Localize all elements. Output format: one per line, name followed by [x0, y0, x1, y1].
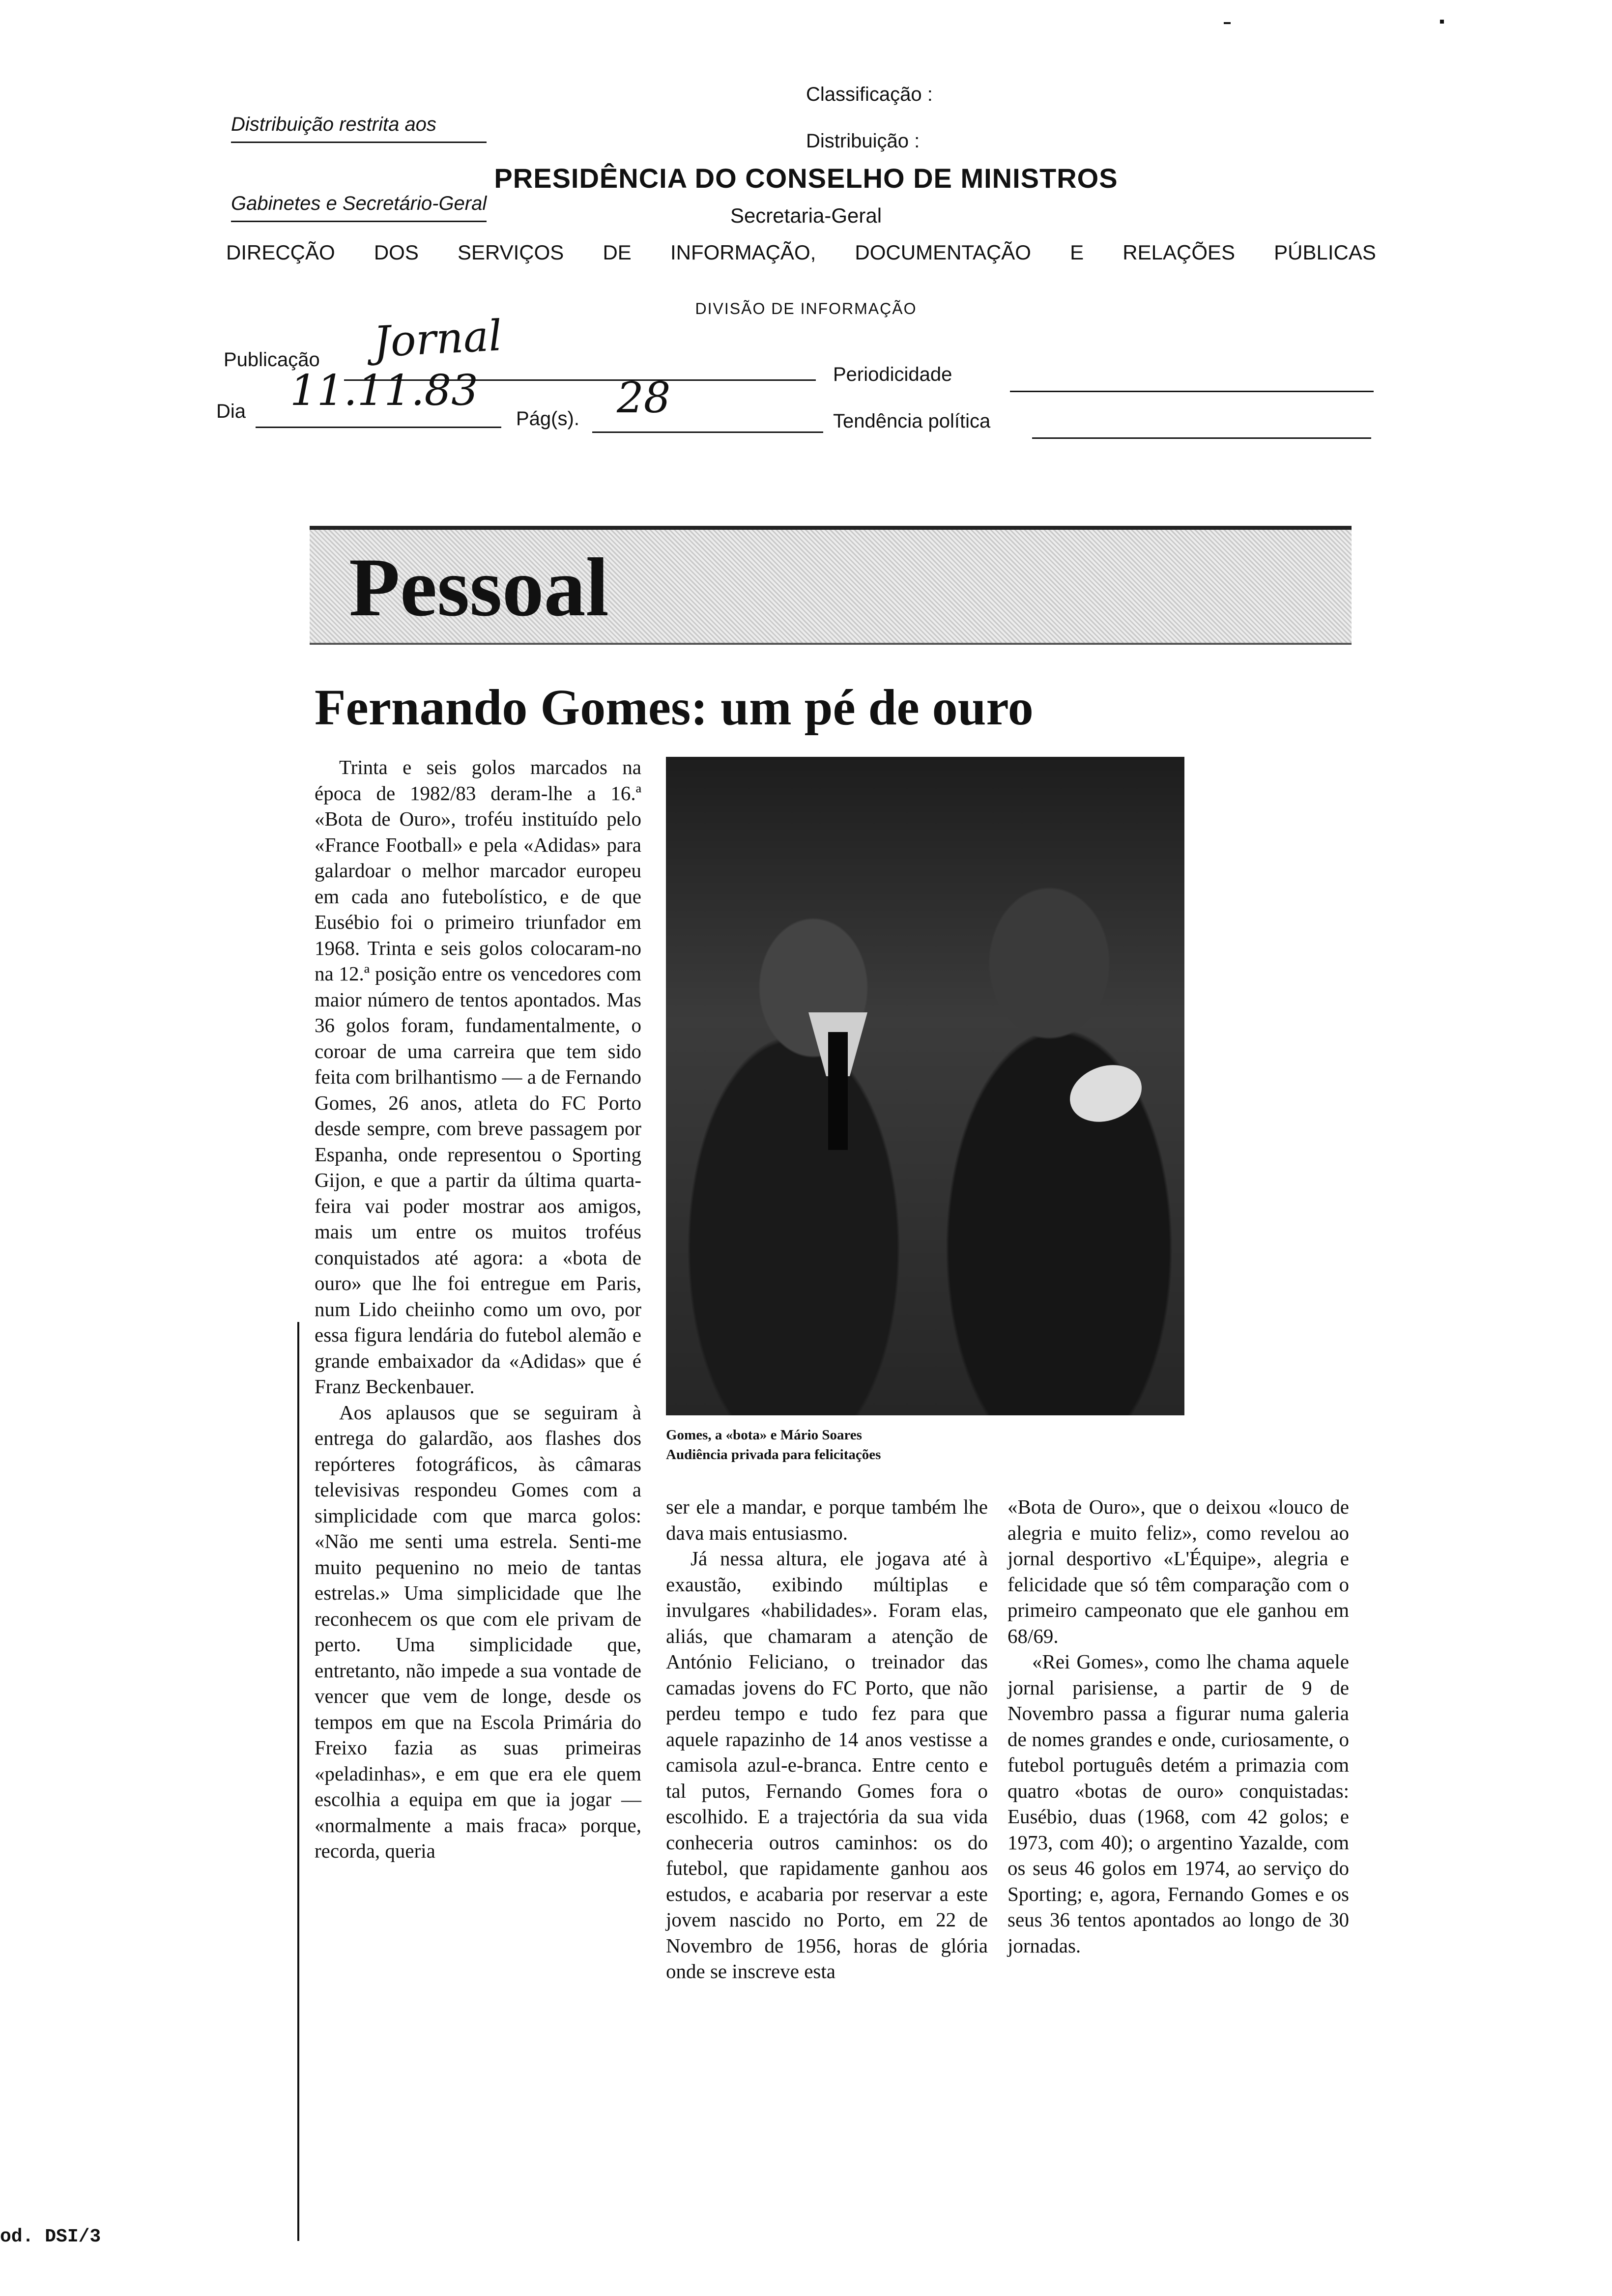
- publicacao-label: Publicação: [224, 349, 320, 371]
- article-photo: [666, 757, 1184, 1415]
- photo-tie-shape: [828, 1032, 848, 1150]
- classification-block: [806, 71, 933, 165]
- directorate-word: SERVIÇOS: [458, 241, 564, 264]
- institution-title: PRESIDÊNCIA DO CONSELHO DE MINISTROS: [494, 163, 1118, 194]
- scan-speck: [1440, 20, 1444, 24]
- division-label: DIVISÃO DE INFORMAÇÃO: [695, 300, 917, 317]
- photo-caption-line-1: Gomes, a «bota» e Mário Soares: [666, 1427, 862, 1443]
- photo-caption: [666, 1425, 1207, 1464]
- tendencia-underline: [1032, 437, 1371, 439]
- directorate-word: INFORMAÇÃO,: [670, 241, 816, 264]
- form-code: od. DSI/3: [0, 2226, 101, 2247]
- classificacao-label: Classificação :: [806, 84, 933, 105]
- margin-rule: [297, 1322, 299, 2241]
- dia-underline: [256, 427, 501, 428]
- photo-hand-shape: [1062, 1056, 1150, 1132]
- institution-subtitle: Secretaria-Geral: [730, 204, 882, 227]
- distribution-line-2: Gabinetes e Secretário-Geral: [231, 187, 487, 222]
- periodicidade-label: Periodicidade: [833, 364, 952, 385]
- publicacao-handwritten: Jornal: [372, 311, 503, 367]
- pags-label: Pág(s).: [516, 408, 579, 430]
- periodicidade-underline: [1010, 391, 1374, 392]
- article-paragraph: Já nessa altura, ele jogava até à exaustão, exibindo múltiplas e invulgares «habilidades». Foram elas, aliás, que chamaram a atenção de António Feliciano, o treinador das camadas jovens do FC Porto, que não perdeu tempo e tudo fez para que aquele rapazinho de 14 anos vestisse a camisola azul-e-branca. Entre cento e tal putos, Fernando Gomes fora o escolhido. E a trajectória da sua vida conheceria outros caminhos: os do futebol, que rapidamente ganhou aos estudos, e acabaria por reservar a este jovem nascido no Porto, em 22 de Novembro de 1956, horas de glória onde se inscreve esta: [666, 1547, 988, 1982]
- directorate-word: DE: [603, 241, 632, 264]
- article-headline: Fernando Gomes: um pé de ouro: [315, 679, 1034, 736]
- directorate-word: E: [1070, 241, 1084, 264]
- directorate-word: DOCUMENTAÇÃO: [855, 241, 1031, 264]
- directorate-line: [226, 241, 1376, 264]
- article-paragraph: Aos aplausos que se seguiram à entrega do galardão, aos flashes dos repórteres fotográficos, às câmaras televisivas respondeu Gomes com a simplicidade com que marca golos: «Não me senti uma estrela. Senti-me muito pequenino no meio de tantas estrelas.» Uma simplicidade que lhe reconhecem os que com ele privam de perto. Uma simplicidade que, entretanto, não impede a sua vontade de vencer que vem de longe, desde os tempos em que na Escola Primária do Freixo fazia as suas primeiras «peladinhas», e em que era ele quem escolhia a equipa em que ia jogar — «normalmente a mais fraca» porque, recorda, queria: [315, 1401, 641, 1862]
- distribuicao-label: Distribuição :: [806, 130, 920, 152]
- article-column-2: [666, 1494, 988, 1984]
- directorate-word: RELAÇÕES: [1123, 241, 1236, 264]
- directorate-word: PÚBLICAS: [1274, 241, 1376, 264]
- section-title: Pessoal: [349, 541, 609, 633]
- dia-label: Dia: [216, 401, 246, 422]
- article-paragraph: «Rei Gomes», como lhe chama aquele jornal parisiense, a partir de 9 de Novembro passa a figurar numa galeria de nomes grandes e onde, curiosamente, o futebol português detém a primazia com quatro «botas de ouro» conquistadas: Eusébio, duas (1968, com 42 golos; e 1973, com 40); o argentino Yazalde, com os seus 46 golos em 1974, ao serviço do Sporting; e, agora, Fernando Gomes e os seus 36 tentos apontados ao longo de 30 jornadas.: [1008, 1650, 1349, 1957]
- photo-caption-line-2: Audiência privada para felicitações: [666, 1447, 881, 1463]
- tendencia-label: Tendência política: [833, 410, 991, 432]
- article-column-3: [1008, 1494, 1349, 1958]
- article-paragraph: «Bota de Ouro», que o deixou «louco de alegria e muito feliz», como revelou ao jornal desportivo «L'Équipe», alegria e felicidade que só têm comparação com o primeiro campeonato que ele ganhou em 68/69.: [1008, 1495, 1349, 1647]
- pags-underline: [592, 431, 823, 433]
- section-banner: [310, 526, 1352, 645]
- dia-handwritten: 11.11.83: [290, 366, 478, 415]
- article-paragraph: ser ele a mandar, e porque também lhe dava mais entusiasmo.: [666, 1495, 988, 1544]
- directorate-word: DIRECÇÃO: [226, 241, 335, 264]
- pags-handwritten: 28: [617, 373, 671, 423]
- article-paragraph: Trinta e seis golos marcados na época de 1982/83 deram-lhe a 16.ª «Bota de Ouro», troféu instituído pelo «France Football» e pela «Adidas» para galardoar o melhor marcador europeu em cada ano futebolístico, e de que Eusébio foi o primeiro triunfador em 1968. Trinta e seis golos colocaram-no na 12.ª posição entre os vencedores com maior número de tentos apontados. Mas 36 golos foram, fundamentalmente, o coroar de uma carreira que tem sido feita com brilhantismo — a de Fernando Gomes, 26 anos, atleta do FC Porto desde sempre, com breve passagem por Espanha, onde representou o Sporting Gijon, e que a partir da última quarta-feira vai poder mostrar aos amigos, mais um entre os muitos troféus conquistados até agora: a «bota de ouro» que lhe foi entregue em Paris, num Lido cheiinho como um ovo, por essa figura lendária do futebol alemão e grande embaixador da «Adidas» que é Franz Beckenbauer.: [315, 756, 641, 1398]
- directorate-word: DOS: [374, 241, 419, 264]
- distribution-line-1: Distribuição restrita aos: [231, 108, 487, 143]
- scan-speck: [1224, 22, 1231, 24]
- article-column-1: [315, 754, 641, 1864]
